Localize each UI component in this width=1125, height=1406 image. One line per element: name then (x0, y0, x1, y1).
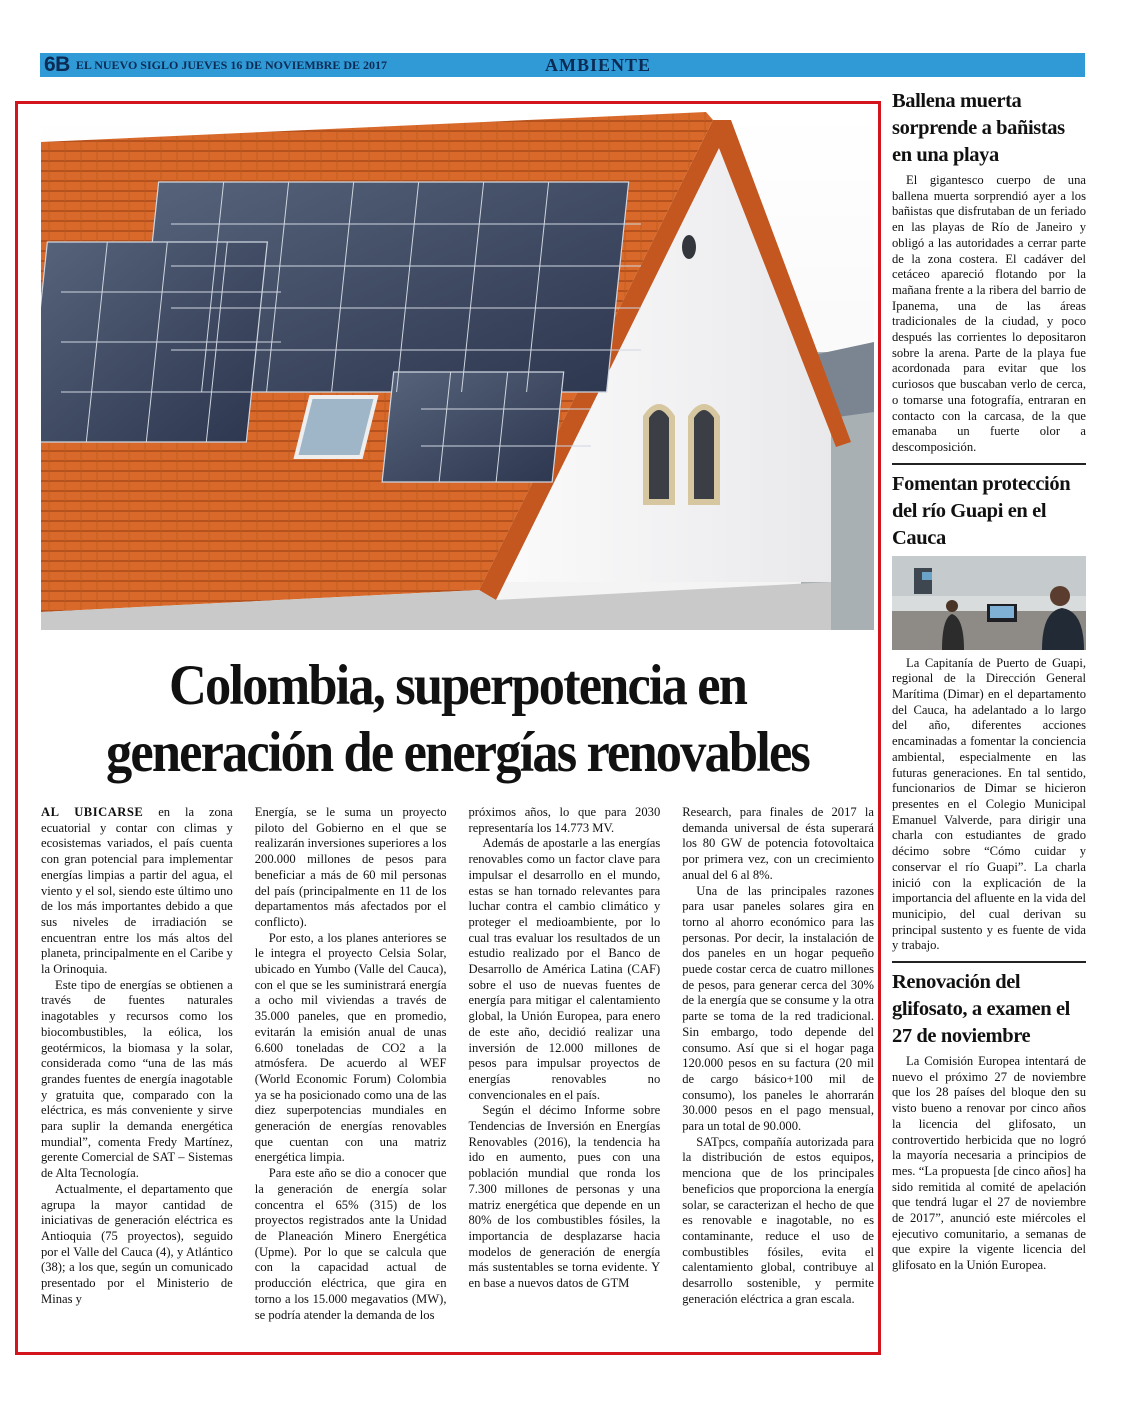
brief-body: La Comisión Europea intentará de nuevo el próximo 27 de noviembre que los 28 países del bloque den su visto bueno a renovar por cinco años la licencia del glifosato, un controvertido herbicida que no logró la mayoría necesaria a principios de mes. “La propuesta [de cinco años] ha sido remitida al comité de apelación que tendrá lugar el 27 de noviembre de 2017”, anunció este miércoles el ejecutivo comunitario, a semanas de que expire la vigente licencia del glifosato en la Unión Europea. (892, 1054, 1086, 1273)
brief-glyphosate (892, 969, 1086, 1274)
page-number: 6B (44, 53, 70, 76)
brief-whale (892, 88, 1086, 456)
solar-roof-photo (41, 112, 874, 630)
brief-guapi (892, 471, 1086, 954)
paragraph: Este tipo de energías se obtienen a través de fuentes naturales inagotables y recursos como los biocombustibles, la eólica, los geotérmicos, la biomasa y la solar, considerada como “una de las más grandes fuentes de energía inagotable y gratuita que, comparado con la eléctrica, es más conveniente y sirve para suplir la demanda energética mundial”, comenta Fredy Martínez, gerente Comercial de SAT – Sistemas de Alta Tecnología. (41, 977, 233, 1181)
paragraph: SATpcs, compañía autorizada para la distribución de estos equipos, menciona que de los principales beneficios que proporciona la energía solar, se caracterizan el hecho de que es renovable e inagotable, no es contaminante, reduce el uso de combustibles fósiles, evita el calentamiento global, contribuye al desarrollo sostenible, y permite generación eléctrica a gran escala. (682, 1134, 874, 1306)
brief-body: La Capitanía de Puerto de Guapi, regional de la Dirección General Marítima (Dimar) en el departamento del Cauca, ha adelantado a lo largo del año, diferentes acciones encaminadas a fomentar la conciencia ambiental, especialmente en las futuras generaciones. En tal sentido, funcionarios de Dimar se hicieron presentes en el Colegio Municipal Emanuel Valverde, para dirigir una charla con estudiantes de grado décimo sobre “Cómo cuidar y conservar el río Guapi”. La charla inició con la explicación de la importancia del afluente en la vida del municipio, del cual derivan su principal sustento y es fuente de vida y trabajo. (892, 655, 1086, 953)
article-column-2 (255, 805, 447, 1350)
brief-title: Renovación del glifosato, a examen el 27 de noviembre (892, 971, 1070, 1048)
paragraph: Para este año se dio a conocer que la generación de energía solar concentra el 65% (315) de los proyectos registrados ante la Unidad de Planeación Minero Energética (Upme). Por lo que se calcula que con la capacidad actual de producción eléctrica, que gira en torno a los 15.000 megavatios (MW), se podría atender la demanda de los (254, 1166, 447, 1322)
divider (892, 961, 1086, 963)
paragraph: Research, para finales de 2017 la demanda universal de ésta superará los 80 GW de potencia fotovoltaica por primera vez, con un crecimiento anual del 6 al 8%. (682, 805, 874, 882)
brief-title: Fomentan protección del río Guapi en el Cauca (892, 472, 1071, 549)
sidebar (892, 88, 1086, 1274)
article-column-3 (469, 805, 661, 1350)
publication-dateline: EL NUEVO SIGLO JUEVES 16 DE NOVIEMBRE DE 2017 (75, 57, 388, 72)
brief-title: Ballena muerta sorprende a bañistas en una playa (892, 90, 1065, 166)
paragraph: Una de las principales razones para usar paneles solares gira en torno al ahorro económico para las personas. Por decir, la instalación de dos paneles en un hogar pequeño puede costar cerca de cuatro millones de pesos, para generar cerca del 30% de la energía que se consume y la otra parte se toma de la red tradicional. Sin embargo, todo depende del consumo. Así que si el hogar paga 120.000 pesos en su factura (20 mil de cargo básico+100 mil de consumo), los paneles le ahorrarán 30.000 pesos en el pago mensual, para un total de 90.000. (682, 883, 874, 1134)
page-header-bar (40, 53, 1085, 77)
paragraph: Energía, se le suma un proyecto piloto del Gobierno en el que se realizarán inversiones superiores a los 200.000 millones de pesos para beneficiar a más de 60 mil personas del país (principalmente en 11 de los departamentos más afectados por el conflicto). (254, 805, 447, 929)
paragraph: Además de apostarle a las energías renovables como un factor clave para impulsar el desarrollo en el mundo, estas se han tornado relevantes para luchar contra el cambio climático y proteger el medioambiente, por lo cual tras evaluar los resultados de un estudio realizado por el Banco de Desarrollo de América Latina (CAF) sobre el uso de nuevas fuentes de energía para mitigar el calentamiento global, la Unión Europea, para enero de este año, decidió realizar una inversión de 12.000 millones de pesos para impulsar proyectos de energías renovables no convencionales en el país. (468, 836, 661, 1102)
lead-caps: AL UBICARSE (41, 805, 144, 819)
article-column-1 (41, 805, 233, 1350)
article-headline (74, 652, 840, 786)
brief-body: El gigantesco cuerpo de una ballena muerta sorprendió ayer a los bañistas que disfrutaban de un feriado en las playas de Río de Janeiro y obligó a las autoridades a cerrar parte de la zona costera. El cadáver del cetáceo apareció flotando por la mañana frente a la ribera del barrio de Ipanema, una de las áreas tradicionales de la ciudad, y poco después las corrientes lo depositaron sobre la arena. Parte de la playa fue acordonada para evitar que los curiosos que buscaban verlo de cerca, o tomarse una fotografía, entraran en contacto con la carcasa, de la que emanaba un fuerte olor a descomposición. (892, 173, 1086, 454)
paragraph: próximos años, lo que para 2030 representaría los 14.773 MV. (468, 805, 661, 835)
paragraph: AL UBICARSE en la zona ecuatorial y contar con climas y ecosistemas variados, el país cuenta con gran potencial para implementar energías limpias a partir del agua, el viento y el sol, siendo este último uno de los más importantes debido a que sus niveles de irradiación se encuentran entre los más altos del planeta, principalmente en el Caribe y la Orinoquia. (41, 805, 233, 977)
classroom-photo (892, 556, 1086, 650)
headline-line-2: generación de energías renovables (106, 721, 809, 784)
headline-line-1: Colombia, superpotencia en (168, 654, 747, 717)
article-body (41, 805, 874, 1350)
section-label: AMBIENTE (545, 55, 652, 75)
divider (892, 463, 1086, 465)
paragraph: Actualmente, el departamento que agrupa la mayor cantidad de iniciativas de generación eléctrica es Antioquia (75 proyectos), seguido por el Valle del Cauca (4), y Atlántico (38); a los que, según un comunicado presentado por el Ministerio de Minas y (41, 1181, 233, 1306)
article-column-4 (682, 805, 874, 1350)
paragraph: Según el décimo Informe sobre Tendencias de Inversión en Energías Renovables (2016), la tendencia ha ido en aumento, pues con una población mundial que ronda los 7.300 millones de personas y una matriz energética que depende en un 80% de los combustibles fósiles, la importancia de desplazarse hacia modelos de generación de energía más sustentables se torna evidente. Y en base a nuevos datos de GTM (468, 1103, 661, 1291)
paragraph: Por esto, a los planes anteriores se le integra el proyecto Celsia Solar, ubicado en Yumbo (Valle del Cauca), con el que se les suministrará energía a ocho mil viviendas a través de 35.000 paneles, que en promedio, evitarán la emisión anual de unas 6.600 toneladas de CO2 a la atmósfera. De acuerdo al WEF (World Economic Forum) Colombia ya se ha posicionado como una de las diez superpotencias mundiales en generación de energías renovables que cuentan con una matriz energética limpia. (254, 930, 447, 1165)
